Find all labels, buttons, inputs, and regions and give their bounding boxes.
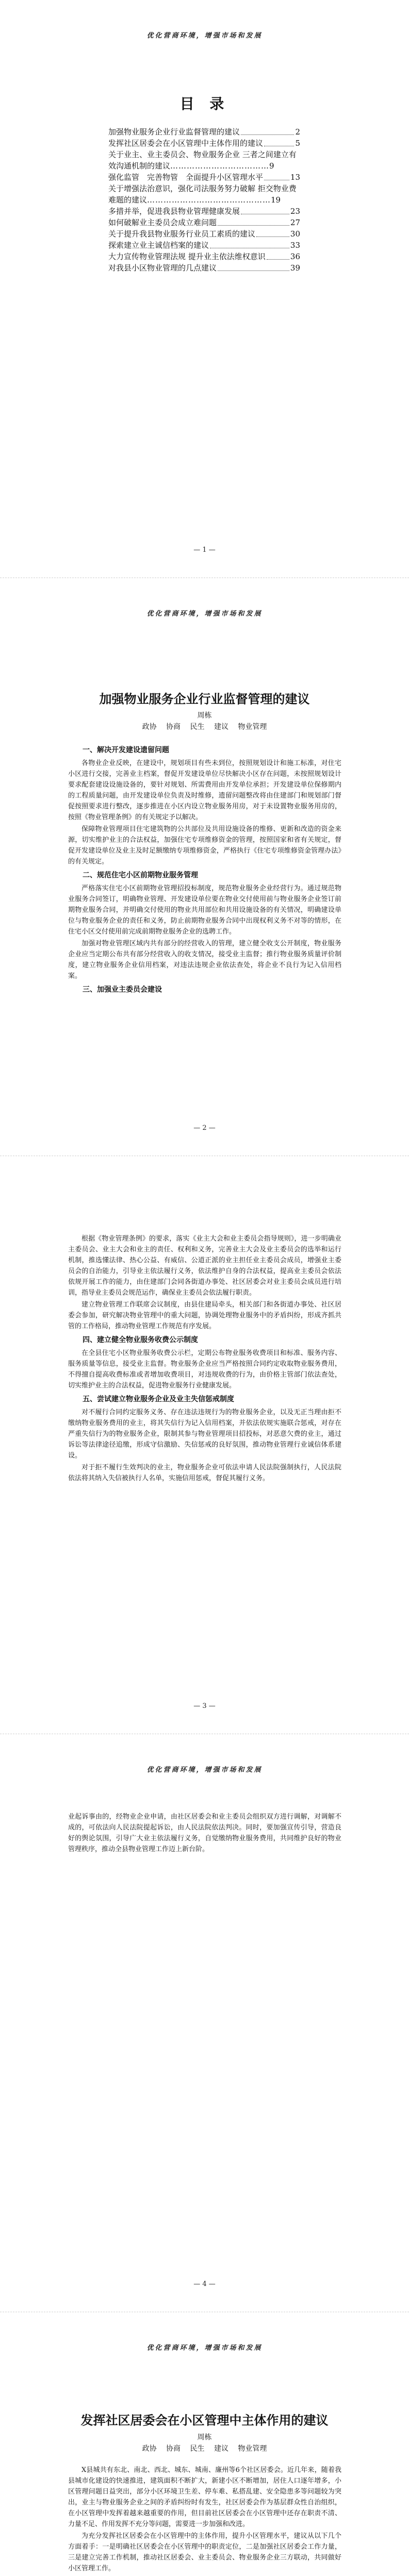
toc-item[interactable]: 发挥社区居委会在小区管理中主体作用的建议 5 (108, 139, 300, 148)
article-author: 周栋 (197, 711, 212, 720)
page-1 (0, 0, 409, 578)
article-title: 加强物业服务企业行业监督管理的建议 (99, 691, 310, 706)
article-body (68, 1233, 341, 1485)
tag: 物业管理 (238, 723, 267, 731)
toc-item[interactable]: 关于提升我县物业服务行业员工素质的建议 30 (108, 229, 300, 239)
paragraph: 根据《物业管理条例》的要求，落实《业主大会和业主委员会指导规则》，进一步明确业主委员会、业主大会和业主的责任、权利和义务，完善业主大会及业主委员会的选举和运行机制，推选懂法律、热心公益、有威信、公道正派的业主担任业主委员会成员，增强业主委员会的自治能力，引导业主依法履行义务，依法维护自身的合法权益，提高业主委员会依法依规开展工作的能力，由住建部门会同各街道办事处、社区居委会对业主委员会成员进行培训，指导业主委员会规范运作，确保业主委员会依法履行职责。 (68, 1235, 341, 1297)
article-tags (46, 2443, 363, 2453)
paragraph: 各物业企业反映，在建设中，规划项目有些未到位，按照规划设计和施工标准，对住宅小区进行交接，完善业主档案，督促开发建设单位尽快解决小区存在问题，未按照规划设计要求配套建设设施设备的，要针对规划、所需费用由开发单位承担；开发建设单位保修期内的工程质量问题，由开发建设单位负责及时维修，遗留问题整改将由住建部门和规划部门督促按照要求进行整改，逐步推进在小区内设立物业服务用房，对于未设置物业服务用房的，按照《物业管理条例》的有关规定予以解决。 (68, 759, 341, 821)
article-body (68, 1811, 341, 1856)
page-number: — 3 — (193, 1702, 216, 1710)
paragraph: 在全县住宅小区物业服务收费公示栏，定期公布物业服务收费项目和标准、服务内容、服务质量等信息，接受业主监督。物业服务企业应当严格按照合同约定收取物业服务费用，不得擅自提高收费标准或者增加收费项目，对违规收费的行为，由价格主管部门依法查处，切实维护业主的合法权益，促进物业服务行业健康发展。 (68, 1349, 341, 1389)
page-5 (0, 2312, 409, 2576)
paragraph: 建立物业管理工作联席会议制度，由县住建局牵头，相关部门和各街道办事处、社区居委会参加，研究解决物业管理中的重大问题，协调处理物业服务中的矛盾纠纷，形成齐抓共管的工作格局，推动物业管理工作规范有序发展。 (68, 1301, 341, 1330)
section-heading: 三、加强业主委员会建设 (83, 986, 162, 994)
tag: 民生 (190, 2445, 205, 2453)
paragraph: 对于拒不履行生效判决的业主，物业服务企业可依法申请人民法院强制执行，人民法院依法将其纳入失信被执行人名单，实施信用惩戒，督促其履行义务。 (68, 1464, 341, 1482)
paragraph: 保障物业管理项目住宅建筑物的公共部位及共用设施设备的维修、更新和改造的资金来源，切实维护业主的合法权益，加强住宅专项维修资金的管理，按照国家和省有关规定，督促开发建设单位及业主及时足额缴纳专项维修资金，严格执行《住宅专项维修资金管理办法》的有关规定。 (68, 825, 341, 866)
page-header-motto: 优化营商环境，增强市场和发展 (146, 32, 263, 40)
tag: 建议 (214, 723, 228, 731)
article-author: 周栋 (197, 2433, 212, 2442)
toc-item[interactable]: 强化监管 完善物管 全面提升小区管理水平 13 (108, 173, 300, 182)
toc-title: 目 录 (179, 95, 230, 112)
page-2 (0, 578, 409, 1156)
tag: 民生 (190, 723, 205, 731)
paragraph: 对不履行合同约定服务义务、存在违法违规行为的物业服务企业，以及无正当理由拒不缴纳物业服务费用的业主，将其失信行为记入信用档案，并依法依规实施联合惩戒，对存在严重失信行为的物业服务企业，限制其参与物业管理项目招投标，对恶意欠费的业主，通过诉讼等法律途径追缴，形成守信激励、失信惩戒的良好氛围，推动物业管理行业诚信体系建设。 (68, 1409, 341, 1460)
section-heading: 二、规范住宅小区前期物业服务管理 (83, 871, 198, 879)
page-4 (0, 1734, 409, 2312)
paragraph: 加强对物业管理区域内共有部分的经营收入的管理，建立健全收支公开制度，物业服务企业应当定期公布共有部分经营收入的收支情况，接受业主监督；推行物业服务质量评价制度，建立物业服务企业信用档案，对违法违规企业依法查处，将企业不良行为记入信用档案。 (68, 940, 341, 980)
toc-item[interactable]: 探索建立业主诚信档案的建议 33 (108, 241, 300, 250)
page-number: — 1 — (193, 546, 216, 554)
page-number: — 2 — (193, 1124, 216, 1132)
paragraph: 严格落实住宅小区前期物业管理招投标制度，规范物业服务企业经营行为。通过规范物业服务合同签订，明确物业管理、开发建设单位要在物业交付使用前与物业服务企业签订前期物业服务合同，并明确交付使用的物业共用部位和共用设施设备的有关情况，明确建设单位与物业服务企业的责任和义务，防止前期物业服务合同中出现权利义务不对等的情形，在住宅小区交付使用前完成前期物业服务企业的选聘工作。 (68, 885, 341, 936)
section-heading: 五、尝试建立物业服务企业及业主失信惩戒制度 (83, 1395, 234, 1403)
article-body (68, 2465, 341, 2576)
toc-list (108, 126, 300, 274)
toc-item[interactable]: 大力宣传物业管理法规 提升业主依法维权意识 36 (108, 252, 300, 261)
paragraph: 为充分发挥社区居委会在小区管理中的主体作用，提升小区管理水平，建议从以下几个方面着手：一是明确社区居委会在小区管理中的职责定位，二是加强社区居委会工作力量，三是建立完善工作机制，推动社区居委会、业主委员会、物业服务企业三方联动，共同做好小区管理工作。 (68, 2532, 341, 2572)
toc-item[interactable]: 多措并举，促进我县物业管理健康发展 23 (108, 207, 300, 216)
toc-item[interactable]: 加强物业服务企业行业监督管理的建议 2 (108, 127, 300, 137)
tag: 政协 (142, 723, 157, 731)
toc-item[interactable]: 关于业主、业主委员会、物业服务企业 三者之间建立有效沟通机制的建议………………………………9 (108, 150, 297, 171)
page-3 (0, 1156, 409, 1734)
tag: 物业管理 (238, 2445, 267, 2453)
tag: 协商 (166, 723, 181, 731)
article-body (68, 742, 341, 997)
tag: 建议 (214, 2445, 228, 2453)
section-heading: 一、解决开发建设遗留问题 (83, 746, 169, 754)
page-header-motto: 优化营商环境，增强市场和发展 (146, 610, 263, 618)
toc-item[interactable]: 关于增强法治意识，强化司法服务努力破解 拒交物业费难题的建议………………………………………19 (108, 184, 297, 205)
page-header-motto: 优化营商环境，增强市场和发展 (146, 1766, 263, 1774)
toc-item[interactable]: 对我县小区物业管理的几点建议 39 (108, 263, 300, 273)
tag: 协商 (166, 2445, 181, 2453)
tag: 政协 (142, 2445, 157, 2453)
article-tags (46, 721, 363, 732)
article-title: 发挥社区居委会在小区管理中主体作用的建议 (80, 2413, 329, 2428)
paragraph: X县城共有东北、南北、西北、城东、城南、廉州等6个社区居委会。近几年来，随着我县城市化建设的快速推进，建筑面积不断扩大，新建小区不断增加，居住人口逐年增多，小区管理问题日益突出，部分小区环境卫生差、停车难、私搭乱建、安全隐患多等问题较为突出，业主与物业服务企业之间的矛盾纠纷时有发生，社区居委会作为基层群众性自治组织，在小区管理中发挥着越来越重要的作用，但目前社区居委会在小区管理中还存在职责不清、力量不足、作用发挥不充分等问题，需要进一步加强和改进。 (68, 2466, 341, 2528)
page-number: — 4 — (193, 2280, 216, 2288)
page-header-motto: 优化营商环境，增强市场和发展 (146, 2344, 263, 2352)
section-heading: 四、建立健全物业服务收费公示制度 (83, 1336, 198, 1344)
toc-item[interactable]: 如何破解业主委员会成立难问题 27 (108, 218, 300, 227)
paragraph: 业起诉事由的，经物业企业申请，由社区居委会和业主委员会组织双方进行调解，对调解不成的，可依法向人民法院提起诉讼，由人民法院依法判决。同时，要加强宣传引导，营造良好的舆论氛围，引导广大业主依法履行义务，自觉缴纳物业服务费用，共同维护良好的物业管理秩序，推动全县物业管理工作迈上新台阶。 (68, 1813, 341, 1853)
